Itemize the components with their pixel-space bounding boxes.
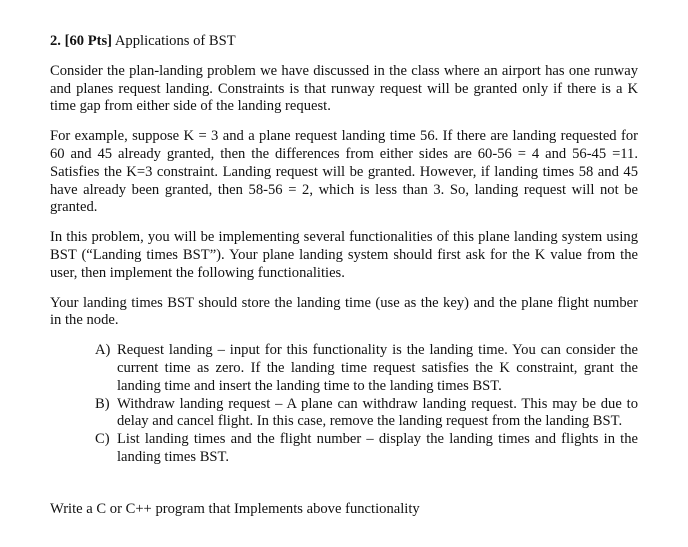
list-item-text: Withdraw landing request – A plane can withdraw landing request. This may be due to delay and cancel flight. In this case, remove the landing request from the landing BST.: [117, 395, 638, 430]
list-item-marker: C): [95, 431, 110, 448]
list-item-text: Request landing – input for this functionality is the landing time. You can consider the current time as zero. If the landing time request satisfies the K constraint, grant the landing time and insert the landing time to the landing times BST.: [117, 342, 638, 394]
paragraph-implementation: In this problem, you will be implementing several functionalities of this plane landing system using BST (“Landing times BST”). Your plane landing system should first ask for the K value from the user, then implement the following functionalities.: [50, 229, 638, 281]
closing-instruction: Write a C or C++ program that Implements above functionality: [50, 500, 420, 517]
paragraph-example: For example, suppose K = 3 and a plane request landing time 56. If there are landing requested for 60 and 45 already granted, then the differences from either sides are 60-56 = 4 and 56-45 =11. Satisfies the K=3 constraint. Landing request will be granted. However, if landing times 58 and 45 have already been granted, then 58-56 = 2, which is less than 3. So, landing request will not be granted.: [50, 128, 638, 216]
list-item: [95, 431, 638, 467]
list-item-text: List landing times and the flight number – display the landing times and flights in the landing times BST.: [117, 431, 638, 465]
question-heading: [50, 33, 638, 51]
list-item: [95, 396, 638, 432]
list-item-marker: B): [95, 395, 110, 412]
paragraph-node-storage: Your landing times BST should store the landing time (use as the key) and the plane flight number in the node.: [50, 294, 638, 329]
list-item: [95, 342, 638, 395]
paragraph-problem-description: Consider the plan-landing problem we have discussed in the class where an airport has one runway and planes request landing. Constraints is that runway request will be granted only if there is a K time gap from either side of the landing request.: [50, 62, 638, 115]
question-title: Applications of BST: [114, 33, 236, 49]
list-item-marker: A): [95, 342, 111, 359]
functionality-list: [50, 342, 638, 467]
document-page: [50, 33, 638, 519]
question-points: [60 Pts]: [64, 33, 113, 49]
question-number: 2.: [50, 33, 61, 49]
